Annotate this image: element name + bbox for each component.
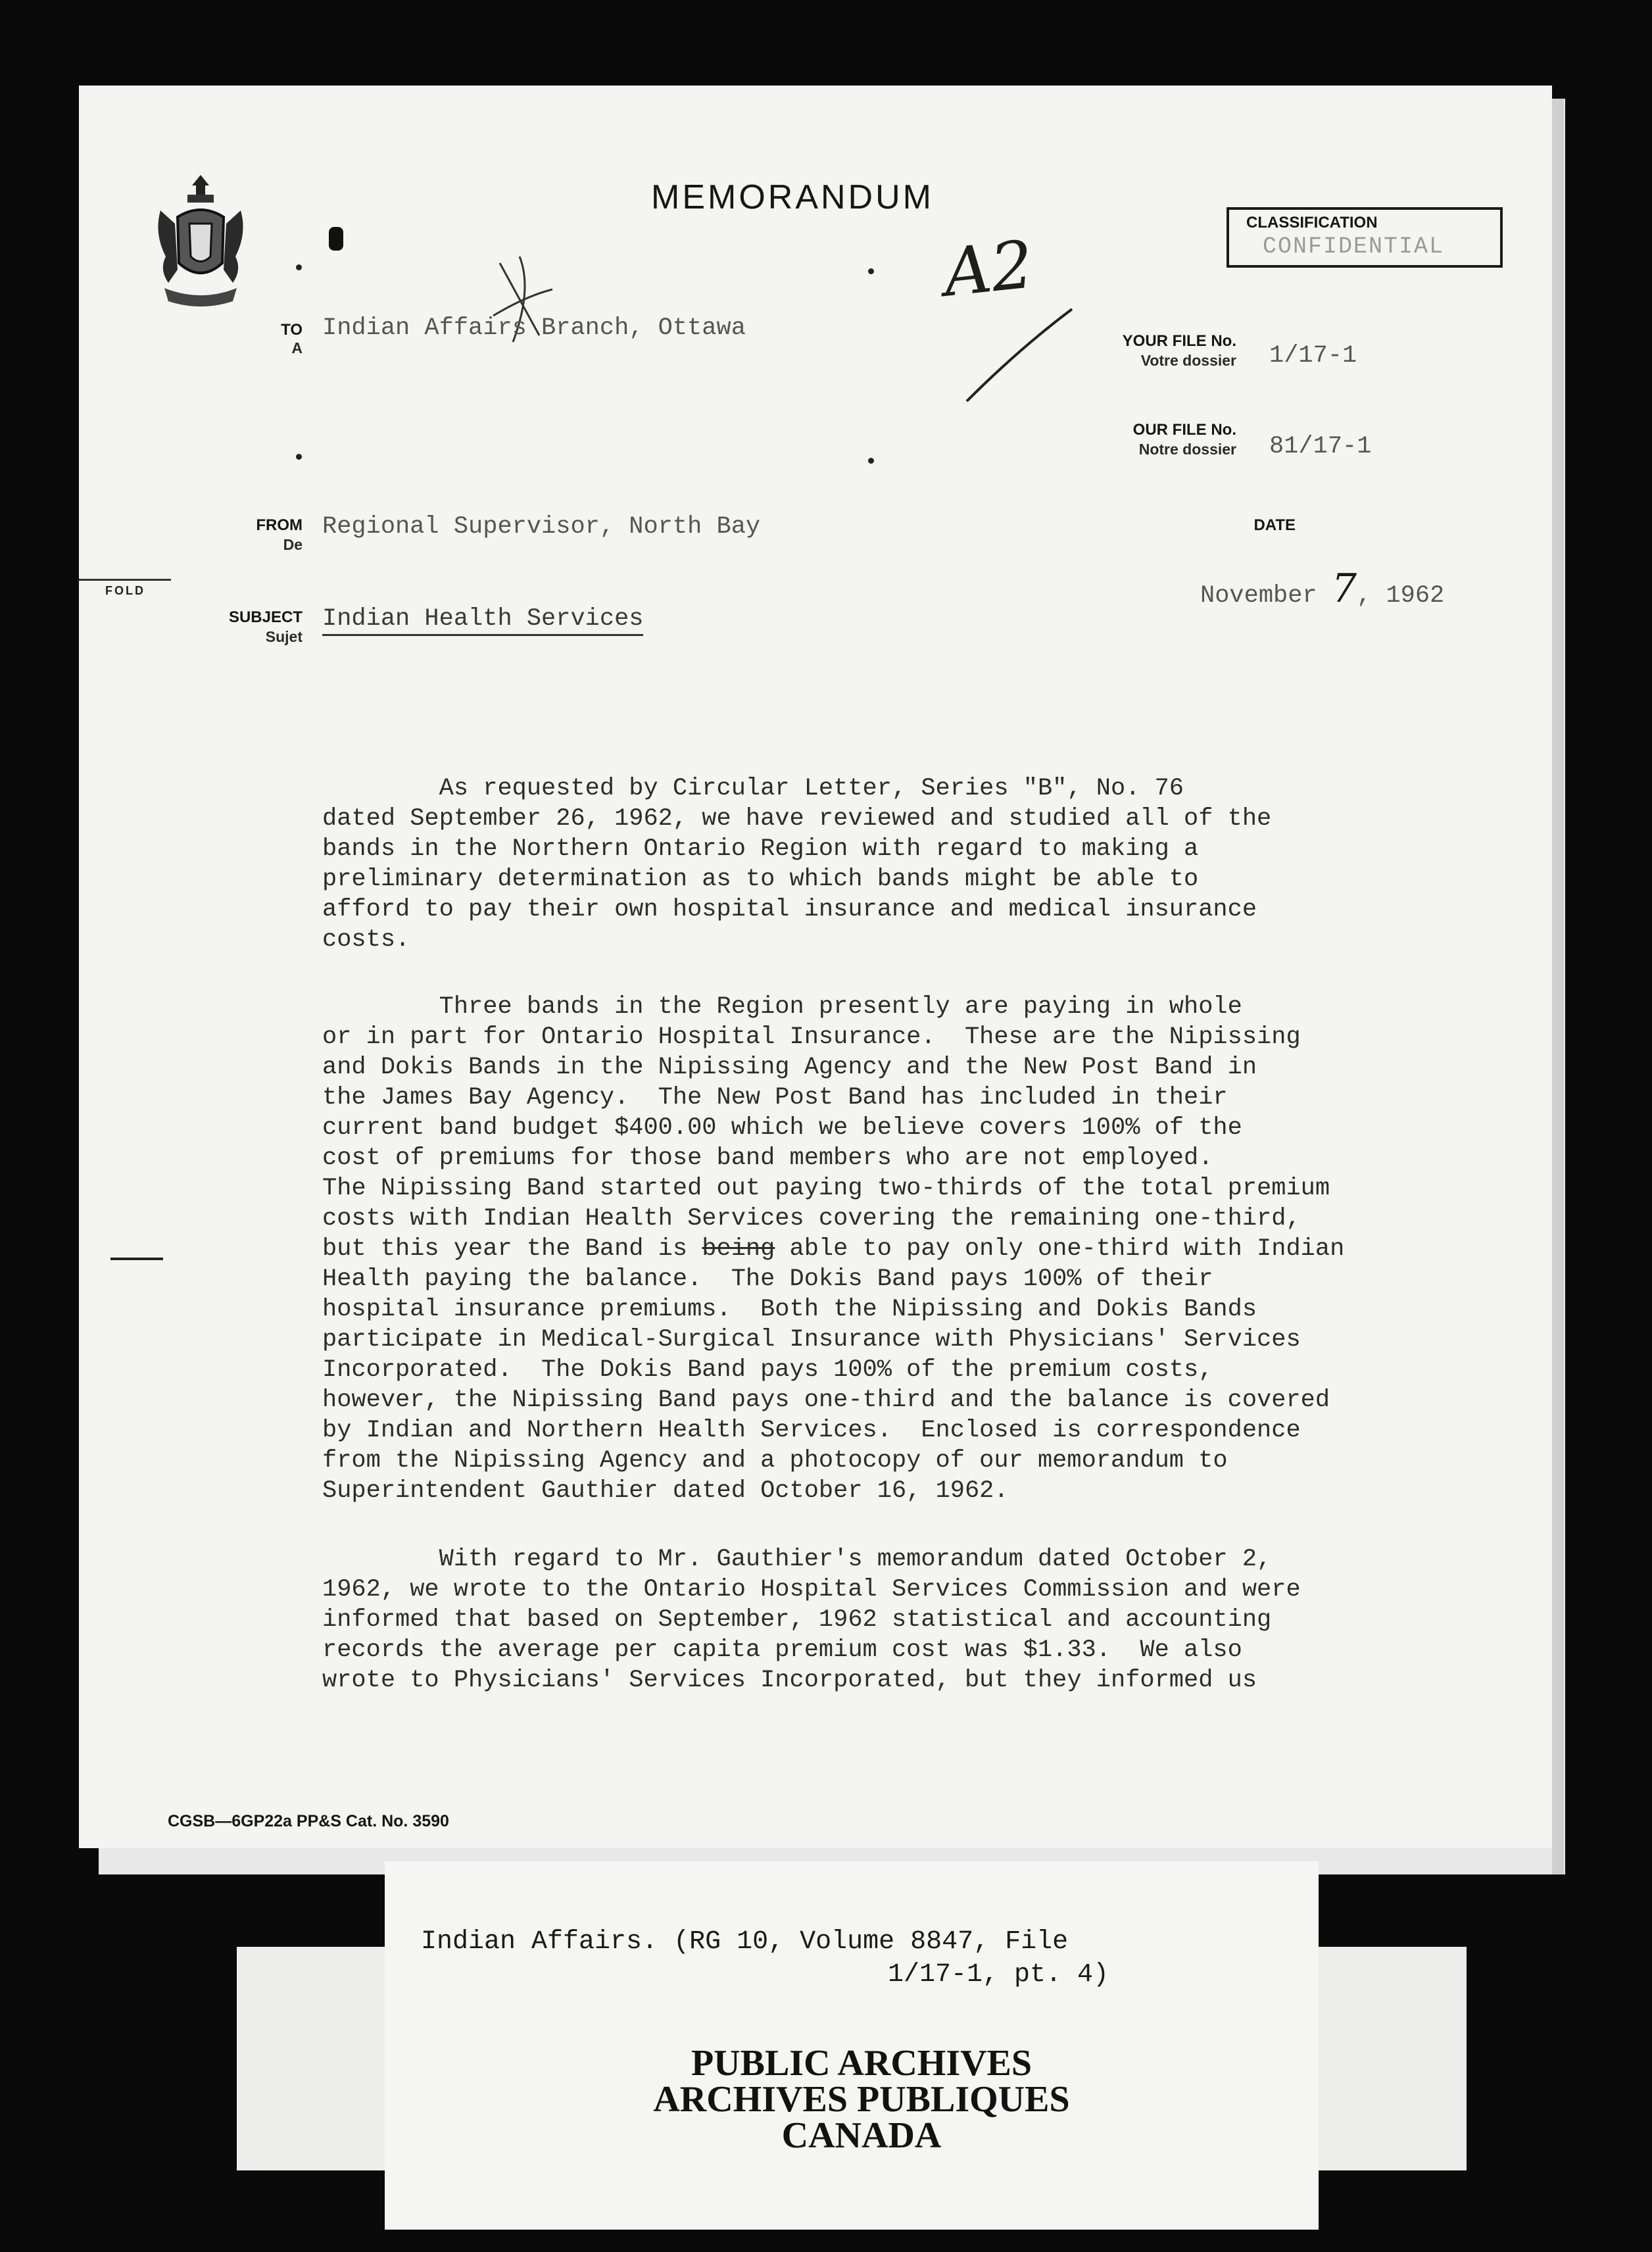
body-line: and Dokis Bands in the Nipissing Agency and the New Post Band in <box>322 1054 1257 1081</box>
body-line: by Indian and Northern Health Services. Enclosed is correspondence <box>322 1417 1301 1444</box>
margin-dash <box>110 1258 163 1260</box>
ink-blot <box>329 227 343 251</box>
archive-reference-line1: Indian Affairs. (RG 10, Volume 8847, File <box>421 1927 1069 1957</box>
body-line: afford to pay their own hospital insurance and medical insurance <box>322 896 1257 923</box>
to-label-fr: A <box>291 339 303 356</box>
our-file-value: 81/17-1 <box>1269 433 1372 460</box>
date-label: DATE <box>1253 516 1296 534</box>
body-line: costs with Indian Health Services covering the remaining one-third, <box>322 1205 1301 1233</box>
subject-value: Indian Health Services <box>322 605 643 636</box>
body-line: Superintendent Gauthier dated October 16, 1962. <box>322 1477 1009 1505</box>
handwritten-slash <box>960 303 1079 408</box>
from-value: Regional Supervisor, North Bay <box>322 513 761 541</box>
body-line: As requested by Circular Letter, Series "B", No. 76 <box>322 775 1184 802</box>
our-file-label: OUR FILE No. <box>1132 421 1236 439</box>
body-line: dated September 26, 1962, we have reviewed and studied all of the <box>322 805 1272 833</box>
tick-mark <box>868 268 874 274</box>
body-line: With regard to Mr. Gauthier's memorandum dated October 2, <box>322 1546 1272 1573</box>
archive-reference-line2: 1/17-1, pt. 4) <box>888 1960 1109 1990</box>
body-line: Health paying the balance. The Dokis Band pays 100% of their <box>322 1265 1213 1293</box>
your-file-value: 1/17-1 <box>1269 342 1357 370</box>
body-line: however, the Nipissing Band pays one-third and the balance is covered <box>322 1386 1330 1414</box>
from-label-fr: De <box>283 536 303 553</box>
memo-page <box>79 86 1552 1848</box>
body-line: 1962, we wrote to the Ontario Hospital Services Commission and were <box>322 1576 1301 1603</box>
body-line: hospital insurance premiums. Both the Nipissing and Dokis Bands <box>322 1296 1257 1323</box>
classification-label: CLASSIFICATION <box>1246 214 1378 232</box>
fold-label: FOLD <box>105 584 145 597</box>
body-line: current band budget $400.00 which we believe covers 100% of the <box>322 1114 1242 1142</box>
body-line: Three bands in the Region presently are paying in whole <box>322 993 1242 1021</box>
body-line: informed that based on September, 1962 statistical and accounting <box>322 1606 1272 1634</box>
classification-value: CONFIDENTIAL <box>1263 233 1445 260</box>
to-value: Indian Affairs Branch, Ottawa <box>322 314 746 342</box>
tick-mark <box>868 458 874 464</box>
body-line: bands in the Northern Ontario Region with regard to making a <box>322 835 1199 863</box>
fold-line <box>79 579 171 581</box>
our-file-label-fr: Notre dossier <box>1138 441 1236 458</box>
struck-word: being <box>702 1235 775 1263</box>
body-line: from the Nipissing Agency and a photocopy of our memorandum to <box>322 1447 1228 1475</box>
body-line: participate in Medical-Surgical Insurance with Physicians' Services <box>322 1326 1301 1354</box>
archive-stamp-line3: CANADA <box>781 2115 942 2156</box>
handwritten-mark: A2 <box>940 226 1037 312</box>
body-line: records the average per capita premium cost was $1.33. We also <box>322 1636 1242 1664</box>
body-line-struck <box>322 1235 1344 1263</box>
body-line: Incorporated. The Dokis Band pays 100% of the premium costs, <box>322 1356 1213 1384</box>
your-file-label-fr: Votre dossier <box>1140 352 1236 369</box>
date-month: November <box>1200 582 1332 610</box>
from-label: FROM <box>256 516 303 534</box>
date-year: , 1962 <box>1357 582 1445 610</box>
memo-title: MEMORANDUM <box>651 178 934 216</box>
body-line: the James Bay Agency. The New Post Band has included in their <box>322 1084 1228 1112</box>
subject-label-fr: Sujet <box>265 628 303 645</box>
date-day-handwritten: 7 <box>1331 566 1357 612</box>
body-line: cost of premiums for those band members who are not employed. <box>322 1144 1213 1172</box>
paper-edge <box>1552 99 1564 1874</box>
subject-label: SUBJECT <box>228 608 303 626</box>
struck-line-after: able to pay only one-third with Indian <box>775 1235 1345 1263</box>
tick-mark <box>296 264 302 270</box>
body-line: preliminary determination as to which bands might be able to <box>322 866 1199 893</box>
archive-stamp-line2: ARCHIVES PUBLIQUES <box>653 2079 1070 2120</box>
form-code: CGSB—6GP22a PP&S Cat. No. 3590 <box>168 1812 449 1830</box>
archive-stamp-line1: PUBLIC ARCHIVES <box>691 2043 1032 2084</box>
tick-mark <box>296 454 302 460</box>
body-line: wrote to Physicians' Services Incorporated, but they informed us <box>322 1667 1257 1694</box>
date-value <box>1200 566 1444 612</box>
body-line: or in part for Ontario Hospital Insurance. These are the Nipissing <box>322 1023 1301 1051</box>
coat-of-arms-icon <box>151 171 250 395</box>
body-line: The Nipissing Band started out paying two-thirds of the total premium <box>322 1175 1330 1202</box>
to-label: TO <box>281 321 303 339</box>
your-file-label: YOUR FILE No. <box>1122 332 1236 350</box>
body-line: costs. <box>322 926 410 954</box>
struck-line-before: but this year the Band is <box>322 1235 702 1263</box>
